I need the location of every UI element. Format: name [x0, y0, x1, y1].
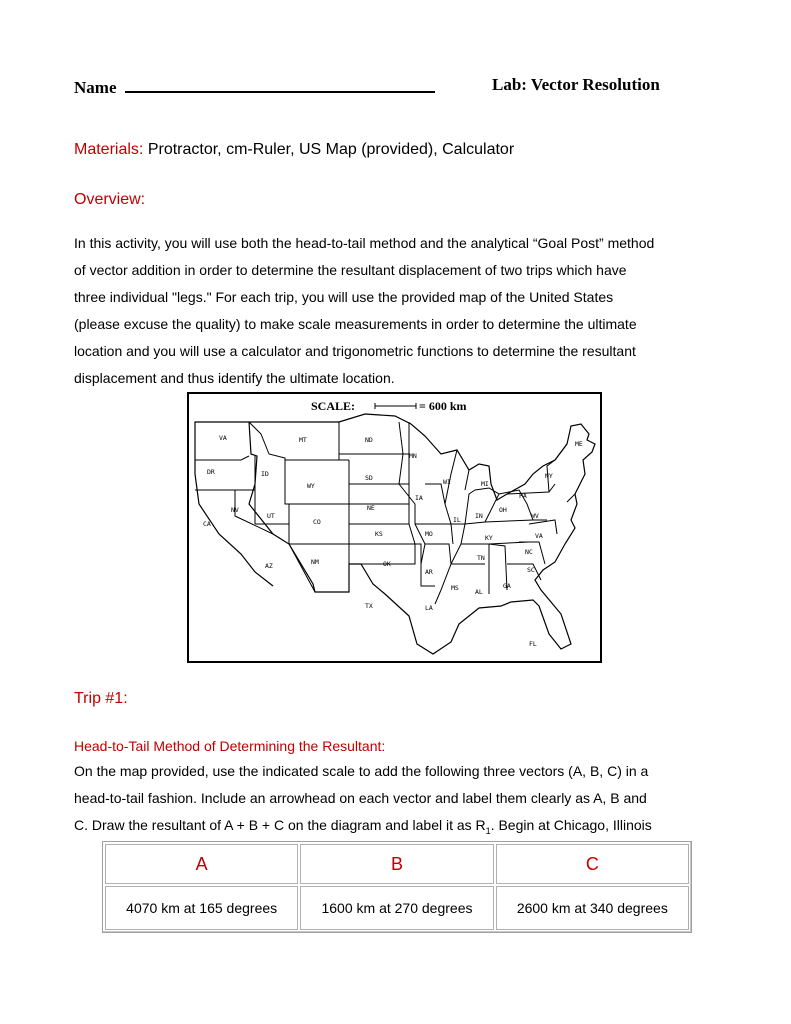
overview-heading: Overview: — [74, 191, 146, 208]
materials-text: Protractor, cm-Ruler, US Map (provided), Calculator — [147, 141, 515, 158]
state-label-nc: NC — [525, 548, 533, 556]
trip1-heading: Trip #1: — [74, 690, 128, 707]
state-label-ms: MS — [451, 584, 459, 592]
state-label-ga: GA — [503, 582, 511, 590]
state-label-wv: WV — [531, 512, 539, 520]
trip1-subheading: Head-to-Tail Method of Determining the Resultant: — [74, 738, 386, 754]
state-label-oh: OH — [499, 506, 507, 514]
state-label-nm: NM — [311, 558, 319, 566]
state-label-ca: CA — [203, 520, 211, 528]
state-label-in: IN — [475, 512, 483, 520]
state-label-ne: NE — [367, 504, 375, 512]
trip1-line3-pre: C. Draw the resultant of A + B + C on the diagram and label it as R — [74, 817, 486, 833]
overview-paragraph — [74, 230, 734, 392]
state-label-or: DR — [207, 468, 215, 476]
state-label-pa: PA — [519, 492, 527, 500]
state-label-co: CO — [313, 518, 321, 526]
us-map — [187, 392, 602, 663]
overview-line: three individual "legs." For each trip, you will use the provided map of the United States — [74, 289, 614, 305]
vector-table-value-row — [105, 886, 689, 930]
resultant-subscript: 1 — [485, 825, 491, 836]
state-labels — [203, 434, 583, 648]
state-label-nd: ND — [365, 436, 373, 444]
state-label-sd: SD — [365, 474, 373, 482]
state-label-ky: KY — [485, 534, 493, 542]
vector-header-c: C — [496, 844, 689, 884]
state-label-mi: MI — [481, 480, 489, 488]
overview-line: location and you will use a calculator and trigonometric functions to determine the resultant — [74, 343, 636, 359]
state-label-ny: NY — [545, 472, 553, 480]
overview-line: of vector addition in order to determine the resultant displacement of two trips which have — [74, 262, 627, 278]
state-label-ar: AR — [425, 568, 433, 576]
state-label-al: AL — [475, 588, 483, 596]
state-label-me: ME — [575, 440, 583, 448]
state-label-ok: OK — [383, 560, 391, 568]
state-label-mn: MN — [409, 452, 417, 460]
us-map-drawing — [189, 394, 600, 661]
state-label-wa: VA — [219, 434, 227, 442]
trip1-line3-post: . Begin at Chicago, Illinois — [490, 817, 652, 833]
trip1-line — [74, 812, 734, 845]
vector-value-a: 4070 km at 165 degrees — [105, 886, 298, 930]
state-label-ut: UT — [267, 512, 275, 520]
materials-line — [74, 141, 514, 159]
map-scale-label: SCALE: — [311, 399, 356, 413]
vector-table-header-row — [105, 844, 689, 884]
state-label-mt: MT — [299, 436, 307, 444]
state-label-tx: TX — [365, 602, 373, 610]
vector-header-a: A — [105, 844, 298, 884]
state-label-il: IL — [453, 516, 461, 524]
state-label-wi: WI — [443, 478, 451, 486]
state-label-va: VA — [535, 532, 543, 540]
overview-line: displacement and thus identify the ultimate location. — [74, 370, 395, 386]
trip1-line: On the map provided, use the indicated scale to add the following three vectors (A, B, C) in a — [74, 763, 649, 779]
vector-value-c: 2600 km at 340 degrees — [496, 886, 689, 930]
materials-label: Materials: — [74, 141, 144, 158]
overview-line: In this activity, you will use both the head-to-tail method and the analytical “Goal Post” method — [74, 235, 655, 251]
vector-header-b: B — [300, 844, 493, 884]
map-scale-value: = 600 km — [419, 399, 467, 413]
state-label-fl: FL — [529, 640, 537, 648]
state-label-tn: TN — [477, 554, 485, 562]
name-field — [74, 75, 435, 98]
trip1-instructions — [74, 758, 734, 845]
state-label-nv: NV — [231, 506, 239, 514]
vector-table — [102, 841, 692, 933]
state-label-ks: KS — [375, 530, 383, 538]
state-label-az: AZ — [265, 562, 273, 570]
state-label-mo: MO — [425, 530, 433, 538]
overview-line: (please excuse the quality) to make scale measurements in order to determine the ultimate — [74, 316, 637, 332]
name-blank-line[interactable] — [125, 75, 435, 93]
state-label-sc: SC — [527, 566, 535, 574]
state-label-id: ID — [261, 470, 269, 478]
state-label-wy: WY — [307, 482, 315, 490]
state-borders — [195, 422, 575, 604]
trip1-line: head-to-tail fashion. Include an arrowhead on each vector and label them clearly as A, B and — [74, 790, 647, 806]
state-label-ia: IA — [415, 494, 423, 502]
map-scale-bar — [375, 403, 416, 409]
state-label-la: LA — [425, 604, 433, 612]
name-label: Name — [74, 78, 117, 97]
vector-value-b: 1600 km at 270 degrees — [300, 886, 493, 930]
lab-title: Lab: Vector Resolution — [492, 75, 660, 94]
